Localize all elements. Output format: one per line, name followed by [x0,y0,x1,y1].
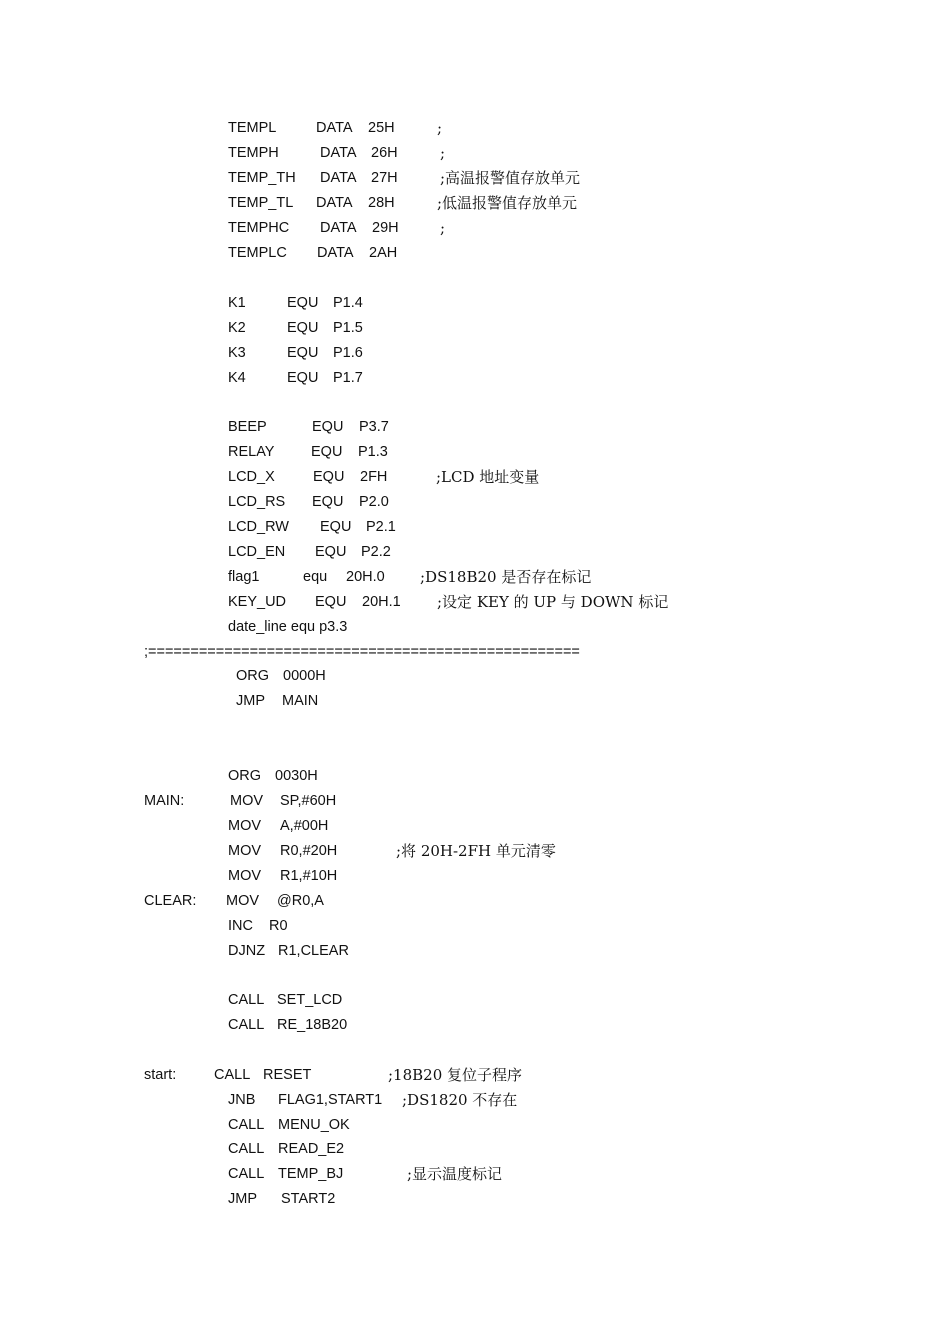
symbol-name: TEMPL [228,120,277,136]
code-line [0,467,950,487]
instruction: CALL [228,1117,265,1133]
comment: ;DS1820 不存在 [402,1091,518,1109]
comment: ;18B20 复位子程序 [388,1066,523,1084]
comment: ;高温报警值存放单元 [440,169,581,187]
operand: 28H [368,195,395,211]
instruction: MOV [228,818,262,834]
comment: ;低温报警值存放单元 [437,194,578,212]
code-line [0,1164,950,1184]
comment: ; [440,144,446,162]
code-line [0,941,950,961]
code-line [0,866,950,886]
directive: EQU [287,370,319,386]
symbol-name: K4 [228,370,246,386]
separator-line [0,642,950,662]
operand: 0000H [283,668,326,684]
operand: P1.6 [333,345,363,361]
symbol-name: LCD_EN [228,544,286,560]
operand: @R0,A [277,893,324,909]
symbol-name: LCD_RW [228,519,289,535]
instruction: ORG [236,668,270,684]
code-line [0,617,950,637]
code-line [0,293,950,313]
directive: EQU [287,295,319,311]
code-line [0,666,950,686]
separator-text: ;=================================================== [144,644,580,660]
operand: A,#00H [280,818,329,834]
directive: DATA [320,170,357,186]
comment: ;DS18B20 是否存在标记 [420,568,592,586]
operand: 0030H [275,768,318,784]
code-line [0,990,950,1010]
code-line [0,1015,950,1035]
comment: ; [440,219,446,237]
symbol-name: TEMPLC [228,245,287,261]
directive: EQU [315,594,347,610]
directive: EQU [320,519,352,535]
code-line [0,417,950,437]
code-label: start: [144,1067,177,1083]
operand: P2.2 [361,544,391,560]
code-line [0,368,950,388]
code-line [0,517,950,537]
code-line [0,816,950,836]
directive: EQU [287,345,319,361]
symbol-name: TEMPH [228,145,279,161]
code-line [0,318,950,338]
operand: 27H [371,170,398,186]
operand: 25H [368,120,395,136]
symbol-name: TEMPHC [228,220,290,236]
directive: DATA [320,220,357,236]
operand: P2.0 [359,494,389,510]
operand: R1,#10H [280,868,338,884]
instruction: DJNZ [228,943,266,959]
code-label: CLEAR: [144,893,197,909]
operand: 2FH [360,469,388,485]
code-line [0,118,950,138]
comment: ;LCD 地址变量 [436,468,540,486]
operand: MAIN [282,693,319,709]
code-line [0,193,950,213]
code-line [0,143,950,163]
symbol-name: KEY_UD [228,594,287,610]
operand: R0 [269,918,288,934]
directive: EQU [315,544,347,560]
symbol-name: BEEP [228,419,267,435]
operand: RE_18B20 [277,1017,348,1033]
operand: 2AH [369,245,398,261]
directive: EQU [312,494,344,510]
comment: ;设定 KEY 的 UP 与 DOWN 标记 [437,593,669,611]
operand: P1.5 [333,320,363,336]
operand: P3.7 [359,419,389,435]
symbol-name: RELAY [228,444,275,460]
symbol-name: LCD_RS [228,494,286,510]
code-line [0,791,950,811]
operand: P1.7 [333,370,363,386]
code-line [0,492,950,512]
operand: 26H [371,145,398,161]
symbol-name: K1 [228,295,246,311]
instruction: JMP [236,693,265,709]
directive: EQU [313,469,345,485]
code-line [0,567,950,587]
symbol-name: TEMP_TH [228,170,296,186]
symbol-name: LCD_X [228,469,275,485]
instruction: CALL [228,1141,265,1157]
symbol-name: K2 [228,320,246,336]
code-line [0,1189,950,1209]
comment: ;将 20H-2FH 单元清零 [396,842,556,860]
symbol-name: flag1 [228,569,260,585]
operand: 29H [372,220,399,236]
instruction: JMP [228,1191,257,1207]
instruction: CALL [228,1166,265,1182]
operand: R0,#20H [280,843,338,859]
code-line [0,841,950,861]
instruction: MOV [228,843,262,859]
directive: EQU [312,419,344,435]
operand: R1,CLEAR [278,943,349,959]
code-line [0,1139,950,1159]
operand: 20H.1 [362,594,401,610]
instruction: MOV [230,793,264,809]
symbol-name: date_line equ p3.3 [228,619,348,635]
code-line [0,592,950,612]
operand: P1.4 [333,295,363,311]
operand: SP,#60H [280,793,337,809]
instruction: MOV [226,893,260,909]
symbol-name: K3 [228,345,246,361]
directive: DATA [316,195,353,211]
directive: DATA [317,245,354,261]
operand: FLAG1,START1 [278,1092,383,1108]
operand: START2 [281,1191,336,1207]
directive: DATA [316,120,353,136]
instruction: CALL [214,1067,251,1083]
code-line [0,1090,950,1110]
directive: equ [303,569,328,585]
instruction: JNB [228,1092,256,1108]
directive: EQU [287,320,319,336]
instruction: CALL [228,992,265,1008]
operand: READ_E2 [278,1141,345,1157]
directive: EQU [311,444,343,460]
code-label: MAIN: [144,793,185,809]
code-line [0,442,950,462]
operand: P1.3 [358,444,388,460]
operand: RESET [263,1067,312,1083]
instruction: ORG [228,768,262,784]
symbol-name: TEMP_TL [228,195,294,211]
code-line [0,1065,950,1085]
operand: MENU_OK [278,1117,350,1133]
code-line [0,343,950,363]
code-line [0,218,950,238]
code-line [0,691,950,711]
comment: ; [437,119,443,137]
instruction: CALL [228,1017,265,1033]
comment: ;显示温度标记 [407,1165,503,1183]
directive: DATA [320,145,357,161]
code-line [0,243,950,263]
operand: P2.1 [366,519,396,535]
operand: SET_LCD [277,992,343,1008]
operand: TEMP_BJ [278,1166,344,1182]
code-line [0,916,950,936]
instruction: MOV [228,868,262,884]
code-line [0,891,950,911]
operand: 20H.0 [346,569,385,585]
code-line [0,542,950,562]
code-line [0,766,950,786]
instruction: INC [228,918,253,934]
code-line [0,1115,950,1135]
code-line [0,168,950,188]
